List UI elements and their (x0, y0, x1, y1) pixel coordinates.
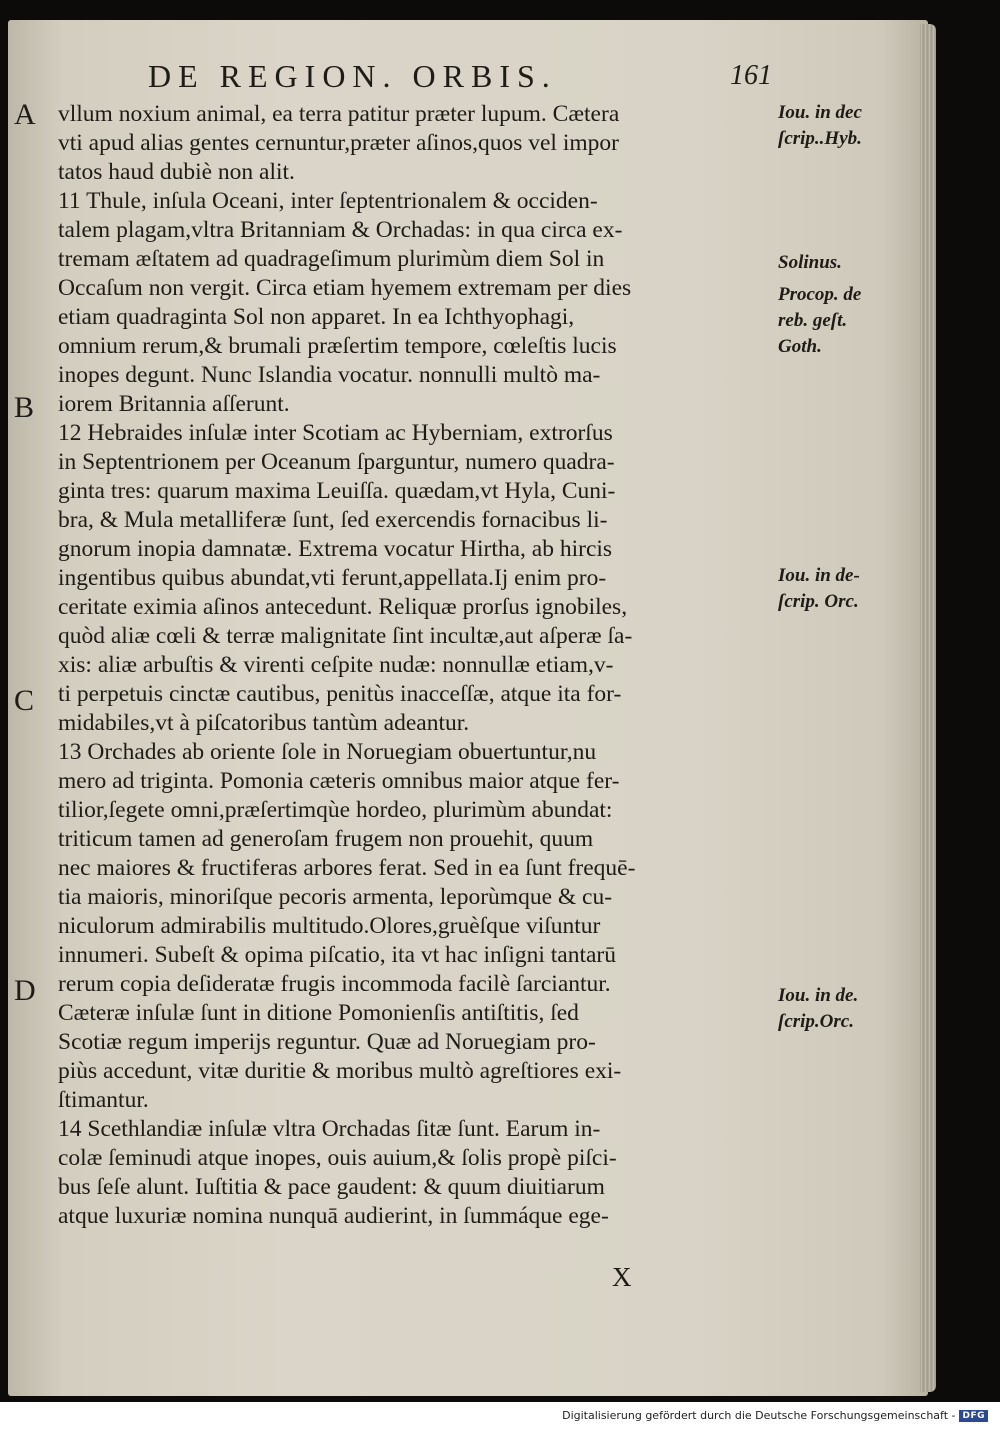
marginal-note-line: Procop. de (778, 284, 862, 305)
text-line: innumeri. Subeſt & opima piſcatio, ita vt hac inſigni tantarū (58, 942, 617, 968)
section-letter-b: B (14, 391, 35, 424)
text-line: tia maioris, minoriſque pecoris armenta, leporùmque & cu- (58, 884, 613, 910)
page-fore-edge (920, 24, 936, 1392)
text-line: bus ſeſe alunt. Iuſtitia & pace gaudent: & quum diuitiarum (58, 1174, 605, 1200)
marginal-note-line: Goth. (778, 336, 822, 357)
text-line: talem plagam,vltra Britanniam & Orchadas: in qua circa ex- (58, 217, 623, 243)
text-line: etiam quadraginta Sol non apparet. In ea Ichthyophagi, (58, 304, 575, 330)
text-line: ceritate eximia aſinos antecedunt. Reliquæ prorſus ignobiles, (58, 594, 628, 620)
marginal-note-line: Solinus. (778, 252, 842, 273)
text-line: vllum noxium animal, ea terra patitur præter lupum. Cætera (58, 101, 620, 127)
text-line: tatos haud dubiè non alit. (58, 159, 295, 185)
marginal-note-line: Iou. in dec (778, 102, 862, 123)
text-line: nec maiores & fructiferas arbores ferat. Sed in ea ſunt frequē- (58, 855, 636, 881)
text-line: ſtimantur. (58, 1087, 149, 1113)
text-line: ingentibus quibus abundat,vti ferunt,appellata.Ij enim pro- (58, 565, 607, 591)
text-line: Occaſum non vergit. Circa etiam hyemem extremam per dies (58, 275, 632, 301)
text-line: rerum copia deſideratæ frugis incommoda facilè ſarciantur. (58, 971, 611, 997)
footer-credit: Digitalisierung gefördert durch die Deutsche Forschungsgemeinschaft - (562, 1409, 956, 1422)
text-line: mero ad triginta. Pomonia cæteris omnibus maior atque fer- (58, 768, 620, 794)
text-line: colæ ſeminudi atque inopes, ouis auium,& ſolis propè piſci- (58, 1145, 617, 1171)
dfg-logo: DFG (959, 1410, 988, 1422)
text-line: xis: aliæ arbuſtis & virenti ceſpite nudæ: nonnullæ etiam,v- (58, 652, 614, 678)
marginal-note-line: ſcrip. Orc. (778, 591, 859, 612)
text-line: inopes degunt. Nunc Islandia vocatur. nonnulli multò ma- (58, 362, 601, 388)
marginal-note-line: Iou. in de- (778, 565, 860, 586)
text-line: midabiles,vt à piſcatoribus tantùm adeantur. (58, 710, 470, 736)
text-line: quòd aliæ cœli & terræ malignitate ſint incultæ,aut aſperæ ſa- (58, 623, 633, 649)
text-line: vti apud alias gentes cernuntur,præter aſinos,quos vel impor (58, 130, 619, 156)
text-line: in Septentrionem per Oceanum ſparguntur, numero quadra- (58, 449, 615, 475)
text-line: 11 Thule, inſula Oceani, inter ſeptentrionalem & occiden- (58, 188, 598, 214)
text-line: 12 Hebraides inſulæ inter Scotiam ac Hyberniam, extrorſus (58, 420, 613, 446)
marginal-note (778, 250, 908, 276)
marginal-note (778, 563, 908, 615)
section-letter-d: D (14, 974, 36, 1007)
section-letter-c: C (14, 684, 35, 717)
text-line: Cæteræ inſulæ ſunt in ditione Pomonienſis antiſtitis, ſed (58, 1000, 579, 1026)
text-line: Scotiæ regum imperijs reguntur. Quæ ad Noruegiam pro- (58, 1029, 596, 1055)
running-head: DE REGION. ORBIS. (148, 58, 557, 94)
text-line: 13 Orchades ab oriente ſole in Noruegiam obuertuntur,nu (58, 739, 597, 765)
text-line: bra, & Mula metalliferæ ſunt, ſed exercendis fornacibus li- (58, 507, 608, 533)
signature-mark: X (612, 1262, 632, 1292)
section-letter-a: A (14, 98, 36, 131)
marginal-note-line: reb. geſt. (778, 310, 848, 331)
text-line: 14 Scethlandiæ inſulæ vltra Orchadas ſitæ ſunt. Earum in- (58, 1116, 601, 1142)
page-number: 161 (730, 60, 772, 91)
text-line: ti perpetuis cinctæ cautibus, penitùs inacceſſæ, atque ita for- (58, 681, 622, 707)
text-line: gnorum inopia damnatæ. Extrema vocatur Hirtha, ab hircis (58, 536, 613, 562)
marginal-note-line: Iou. in de. (778, 985, 859, 1006)
text-line: omnium rerum,& brumali præſertim tempore, cœleſtis lucis (58, 333, 617, 359)
digitization-footer (562, 1409, 988, 1422)
marginal-note-line: ſcrip..Hyb. (778, 128, 862, 149)
marginal-note (778, 282, 908, 360)
marginal-note-line: ſcrip.Orc. (778, 1011, 854, 1032)
page-header (148, 58, 778, 98)
marginal-note (778, 100, 908, 152)
text-line: atque luxuriæ nomina nunquā audierint, in ſummáque ege- (58, 1203, 609, 1229)
text-line: niculorum admirabilis multitudo.Olores,gruèſque viſuntur (58, 913, 601, 939)
text-line: iorem Britannia aſſerunt. (58, 391, 290, 417)
text-line: triticum tamen ad generoſam frugem non prouehit, quum (58, 826, 594, 852)
text-line: ginta tres: quarum maxima Leuiſſa. quædam,vt Hyla, Cuni- (58, 478, 616, 504)
text-line: tilior,ſegete omni,præſertimqùe hordeo, plurimùm abundat: (58, 797, 613, 823)
text-line: piùs accedunt, vitæ duritie & moribus multò agreſtiores exi- (58, 1058, 622, 1084)
marginal-note (778, 983, 908, 1035)
text-line: tremam æſtatem ad quadrageſimum plurimùm diem Sol in (58, 246, 605, 272)
